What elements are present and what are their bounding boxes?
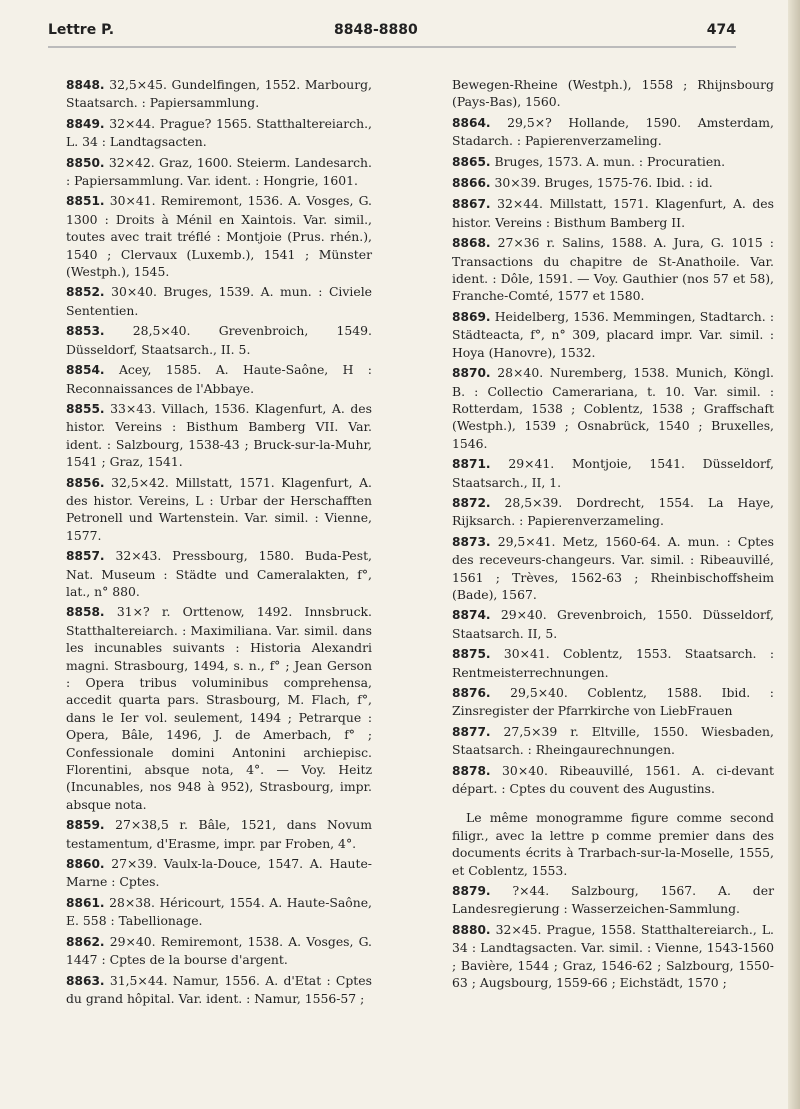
catalog-entry bbox=[66, 361, 372, 397]
entry-text: 32×44. Millstatt, 1571. Klagenfurt, A. des histor. Vereins : Bisthum Bamberg II. bbox=[452, 196, 774, 230]
left-column bbox=[66, 76, 372, 1010]
catalog-entry bbox=[66, 115, 372, 151]
catalog-entry bbox=[452, 364, 774, 452]
catalog-entry bbox=[66, 894, 372, 930]
catalog-entry bbox=[452, 645, 774, 681]
catalog-entry bbox=[66, 933, 372, 969]
entry-number: 8872. bbox=[452, 495, 491, 510]
entry-number: 8861. bbox=[66, 895, 105, 910]
catalog-entry bbox=[452, 153, 774, 171]
catalog-entry bbox=[66, 322, 372, 358]
entry-text: 32,5×45. Gundelfingen, 1552. Marbourg, Staatsarch. : Papiersammlung. bbox=[66, 77, 372, 111]
entry-text: 28×38. Héricourt, 1554. A. Haute-Saône, E. 558 : Tabellionage. bbox=[66, 894, 372, 929]
entry-number: 8848. bbox=[66, 78, 105, 92]
entry-number: 8852. bbox=[66, 285, 105, 300]
entry-number: 8865. bbox=[452, 154, 491, 169]
catalog-entry bbox=[452, 494, 774, 530]
entry-number: 8850. bbox=[66, 155, 105, 170]
catalog-entry bbox=[452, 723, 774, 759]
entry-number: 8879. bbox=[452, 884, 491, 899]
catalog-entry bbox=[452, 762, 774, 798]
entry-text: 27×39. Vaulx-la-Douce, 1547. A. Haute-Marne : Cptes. bbox=[66, 856, 372, 890]
entry-number: 8864. bbox=[452, 115, 491, 130]
catalog-entry bbox=[452, 882, 774, 918]
entry-text: Bruges, 1573. A. mun. : Procuratien. bbox=[494, 153, 726, 169]
catalog-entry bbox=[452, 533, 774, 604]
entry-number: 8871. bbox=[452, 457, 491, 472]
catalog-entry bbox=[452, 308, 774, 361]
entry-text: 29,5×41. Metz, 1560-64. A. mun. : Cptes des receveurs-changeurs. Var. simil. : Ribeauvillé, 1561 ; Trèves, 1562-63 ; Rheinbischoffsheim (Bade), 1567. bbox=[452, 533, 774, 602]
entry-number: 8860. bbox=[66, 857, 105, 872]
catalog-entry bbox=[66, 283, 372, 319]
entry-number: 8870. bbox=[452, 366, 491, 381]
entry-number: 8869. bbox=[452, 309, 491, 324]
entry-number: 8862. bbox=[66, 934, 105, 949]
entry-text: 29,5×? Hollande, 1590. Amsterdam, Stadarch. : Papierenverzameling. bbox=[452, 114, 774, 149]
entry-number: 8858. bbox=[66, 605, 105, 620]
entry-text: 27×36 r. Salins, 1588. A. Jura, G. 1015 : Transactions du chapitre de St-Anathoile. Var. ident. : Dôle, 1591. — Voy. Gauthier (nos 57 et 58), Franche-Comté, 1577 et 1580. bbox=[452, 235, 774, 304]
catalog-entry bbox=[452, 174, 774, 192]
entry-text: 28,5×40. Grevenbroich, 1549. Düsseldorf, Staatsarch., II. 5. bbox=[66, 323, 372, 357]
entry-text: Acey, 1585. A. Haute-Saône, H : Reconnaissances de l'Abbaye. bbox=[66, 362, 372, 396]
catalog-entry bbox=[66, 816, 372, 852]
entry-text: 30×41. Coblentz, 1553. Staatsarch. : Rentmeisterrechnungen. bbox=[452, 646, 774, 680]
entry-number: 8866. bbox=[452, 176, 491, 191]
right-column bbox=[452, 76, 774, 995]
entry-number: 8863. bbox=[66, 973, 105, 988]
entry-text: 29×41. Montjoie, 1541. Düsseldorf, Staatsarch., II, 1. bbox=[452, 456, 774, 490]
catalog-entry bbox=[66, 192, 372, 280]
header-section-title: Lettre P. bbox=[48, 22, 115, 38]
entry-text: 30×41. Remiremont, 1536. A. Vosges, G. 1300 : Droits à Ménil en Xaintois. Var. simil., toutes avec trait tréflé : Montjoie (Prus. rhén.), 1540 ; Clervaux (Luxemb.), 1541 ; Münster (Westph.), 1545. bbox=[66, 193, 372, 280]
catalog-entry bbox=[452, 234, 774, 305]
entry-text: 32×45. Prague, 1558. Statthaltereiarch., L. 34 : Landtagsacten. Var. simil. : Vienne, 1543-1560 ; Bavière, 1544 ; Graz, 1546-62 ; Salzbourg, 1550-63 ; Augsbourg, 1559-66 ; Eichstädt, 1570 ; bbox=[452, 921, 774, 991]
entry-number: 8856. bbox=[66, 475, 105, 490]
entry-number: 8854. bbox=[66, 363, 105, 378]
entry-text: 29×40. Grevenbroich, 1550. Düsseldorf, Staatsarch. II, 5. bbox=[452, 607, 774, 641]
entry-text: 28,5×39. Dordrecht, 1554. La Haye, Rijksarch. : Papierenverzameling. bbox=[452, 494, 774, 529]
entry-number: 8874. bbox=[452, 608, 491, 623]
entry-text: 32×43. Pressbourg, 1580. Buda-Pest, Nat. Museum : Städte und Cameralakten, f°, lat., n° 880. bbox=[66, 548, 372, 599]
entry-text: 30×40. Ribeauvillé, 1561. A. ci-devant départ. : Cptes du couvent des Augustins. bbox=[452, 762, 774, 797]
entry-text: 27,5×39 r. Eltville, 1550. Wiesbaden, Staatsarch. : Rheingaurechnungen. bbox=[452, 723, 774, 758]
entry-number: 8878. bbox=[452, 763, 491, 778]
header-page-number: 474 bbox=[706, 22, 736, 38]
entry-number: 8849. bbox=[66, 116, 105, 131]
header-entry-range: 8848-8880 bbox=[334, 22, 418, 38]
entry-text: Heidelberg, 1536. Memmingen, Stadtarch. : Städteacta, f°, n° 309, placard impr. Var. simil. : Hoya (Hanovre), 1532. bbox=[452, 308, 774, 360]
entry-number: 8867. bbox=[452, 197, 491, 212]
entry-text: 30×40. Bruges, 1539. A. mun. : Civiele Sententien. bbox=[66, 284, 372, 318]
entry-number: 8868. bbox=[452, 236, 491, 251]
entry-text: 31×? r. Orttenow, 1492. Innsbruck. Statthaltereiarch. : Maximiliana. Var. simil. dans les incunables suivants : Historia Alexandri magni. Strasbourg, 1494, s. n., f° ; Jean Gerson : Opera tribus voluminibus comprehensa, accedit quarta pars. Strasbourg, M. Flach, f°, dans le Ier vol. seulement, 1494 ; Petrarque : Opera, Bâle, 1496, J. de Amerbach, f° ; Confessionale domini Antonini archiepisc. Florentini, absque nota, 4°. — Voy. Heitz (Incunables, nos 948 à 952), Strasbourg, impr. absque nota. bbox=[66, 604, 372, 812]
catalog-entry bbox=[452, 921, 774, 992]
entry-number: 8857. bbox=[66, 549, 105, 564]
catalog-entry bbox=[66, 603, 372, 813]
entry-text: 29×40. Remiremont, 1538. A. Vosges, G. 1447 : Cptes de la bourse d'argent. bbox=[66, 933, 372, 968]
entry-text: 33×43. Villach, 1536. Klagenfurt, A. des histor. Vereins : Bisthum Bamberg VII. Var. ident. : Salzbourg, 1538-43 ; Bruck-sur-la-Muhr, 1541 ; Graz, 1541. bbox=[66, 400, 372, 470]
entry-text: 32,5×42. Millstatt, 1571. Klagenfurt, A. des histor. Vereins, L : Urbar der Herschafften Petronell und Wartenstein. Var. simil. : Vienne, 1577. bbox=[66, 474, 372, 543]
catalog-entry bbox=[452, 455, 774, 491]
entry-number: 8880. bbox=[452, 922, 491, 937]
page-edge bbox=[788, 0, 800, 1109]
entry-number: 8875. bbox=[452, 647, 491, 662]
catalog-entry bbox=[452, 114, 774, 150]
catalog-entry bbox=[66, 474, 372, 545]
entry-text: 31,5×44. Namur, 1556. A. d'Etat : Cptes du grand hôpital. Var. ident. : Namur, 1556-57 ; bbox=[66, 972, 372, 1006]
catalog-entry bbox=[452, 195, 774, 231]
entry-text: 29,5×40. Coblentz, 1588. Ibid. : Zinsregister der Pfarrkirche von LiebFrauen bbox=[452, 685, 774, 719]
entry-text: Bewegen-Rheine (Westph.), 1558 ; Rhijnsbourg (Pays-Bas), 1560. bbox=[452, 77, 774, 110]
catalog-entry bbox=[452, 606, 774, 642]
entry-number: 8876. bbox=[452, 686, 491, 700]
entry-number: 8855. bbox=[66, 401, 105, 416]
catalog-entry bbox=[452, 76, 774, 111]
catalog-entry bbox=[66, 400, 372, 471]
entry-number: 8851. bbox=[66, 194, 105, 209]
catalog-entry bbox=[66, 547, 372, 600]
entry-number: 8859. bbox=[66, 818, 105, 833]
entry-text: 32×44. Prague? 1565. Statthaltereiarch., L. 34 : Landtagsacten. bbox=[66, 115, 372, 150]
entry-text: 32×42. Graz, 1600. Steierm. Landesarch. : Papiersammlung. Var. ident. : Hongrie, 1601. bbox=[66, 154, 372, 189]
entry-text: 27×38,5 r. Bâle, 1521, dans Novum testamentum, d'Erasme, impr. par Froben, 4°. bbox=[66, 817, 372, 851]
catalog-entry bbox=[66, 154, 372, 190]
entry-text: 28×40. Nuremberg, 1538. Munich, Köngl. B. : Collectio Camerariana, t. 10. Var. simil. : Rotterdam, 1538 ; Coblentz, 1538 ; Graffschaft (Westph.), 1539 ; Osnabrück, 1540 ; Bruxelles, 1546. bbox=[452, 365, 774, 451]
page-header bbox=[48, 12, 736, 48]
entry-text: Le même monogramme figure comme second filigr., avec la lettre p comme premier dans des documents écrits à Trarbach-sur-la-Moselle, 1555, et Coblentz, 1553. bbox=[452, 810, 774, 878]
entry-number: 8873. bbox=[452, 534, 491, 549]
note-paragraph bbox=[452, 809, 774, 879]
catalog-entry bbox=[66, 855, 372, 891]
catalog-entry bbox=[66, 972, 372, 1008]
entry-number: 8853. bbox=[66, 324, 105, 339]
entry-text: ?×44. Salzbourg, 1567. A. der Landesregierung : Wasserzeichen-Sammlung. bbox=[452, 883, 774, 917]
catalog-entry bbox=[452, 684, 774, 720]
entry-text: 30×39. Bruges, 1575-76. Ibid. : id. bbox=[494, 175, 713, 191]
catalog-entry bbox=[66, 76, 372, 112]
entry-number: 8877. bbox=[452, 724, 491, 739]
